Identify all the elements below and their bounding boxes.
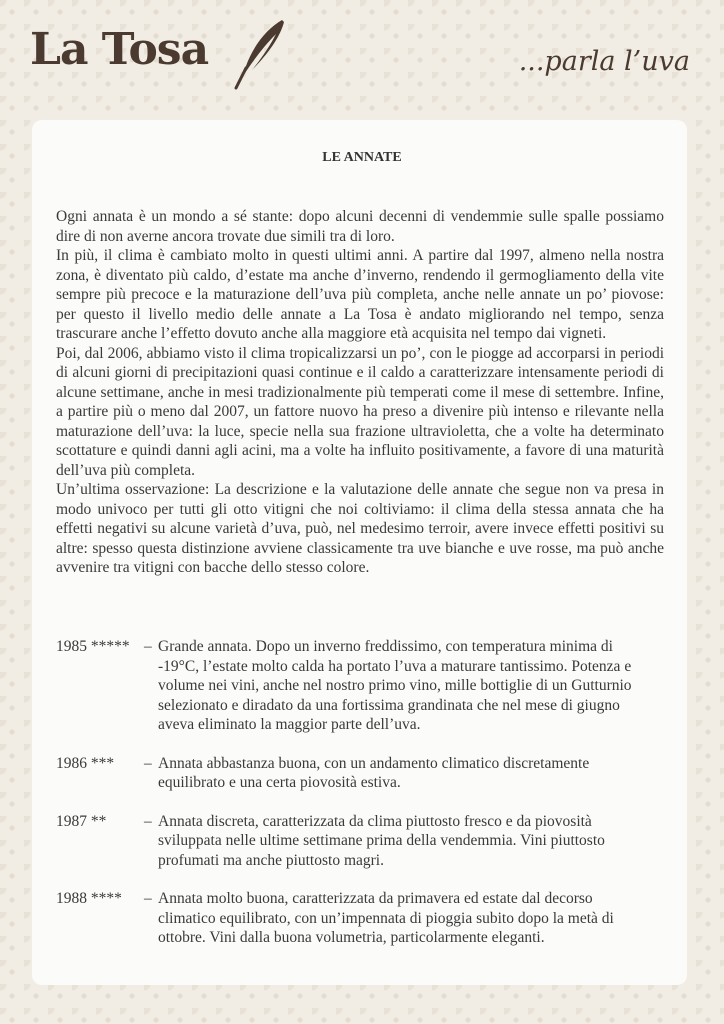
vintage-description: Annata discreta, caratterizzata da clima piuttosto fresco e da piovosità sviluppata nelle ultime settimane prima della vendemmia. Vini piuttosto profumati ma anche piuttosto magri. [158,812,605,869]
vintage-entry [56,637,656,735]
vintage-description: Annata abbastanza buona, con un andamento climatico discretamente equilibrato e una certa piovosità estiva. [158,754,590,791]
logo-text: La Tosa [30,24,209,75]
vintage-entry [56,812,656,871]
intro-paragraph: Ogni annata è un mondo a sé stante: dopo alcuni decenni di vendemmie sulle spalle possiamo dire di non averne ancora trovate due simili tra di loro. [56,208,664,245]
vintage-year-rating: 1988 **** [56,890,122,907]
intro-text [56,207,664,578]
tagline: ...parla l’uva [518,46,690,77]
vintage-dash: – [144,638,152,655]
vintage-description: Grande annata. Dopo un inverno freddissimo, con temperatura minima di -19°C, l’estate molto calda ha portato l’uva a maturare tantissimo. Potenza e volume nei vini, anche nel nostro primo vino, mille bottiglie di un Gutturnio selezionato e diradato da una fortissima grandinata che nel mese di giugno aveva eliminato la maggior parte dell’uva. [158,638,632,733]
vintage-description: Annata molto buona, caratterizzata da primavera ed estate dal decorso climatico equilibrato, con un’impennata di pioggia subito dopo la metà di ottobre. Vini dalla buona volumetria, particolarmente eleganti. [158,890,614,946]
intro-paragraph: In più, il clima è cambiato molto in questi ultimi anni. A partire dal 1997, almeno nella nostra zona, è diventato più caldo, d’estate ma anche d’inverno, rendendo il germogliamento della vite sempre più precoce e la maturazione dell’uva più completa, anche nelle annate un po’ piovose: per questo il livello medio delle annate a La Tosa è andato migliorando nel tempo, senza trascurare anche l’effetto dovuto anche alla maggiore età acquisita nel tempo dai vigneti. [56,247,664,342]
vintage-entry [56,754,656,793]
vintage-year-rating: 1987 ** [56,812,107,830]
page-header [0,0,724,115]
vintage-dash: – [144,890,152,907]
vintage-year-rating: 1986 *** [56,754,115,772]
intro-paragraph: Un’ultima osservazione: La descrizione e la valutazione delle annate che segue non va presa in modo univoco per tutti gli otto vitigni che noi coltiviamo: il clima della stessa annata che ha effetti negativi su alcune varietà d’uva, può, nel medesimo terroir, avere invece effetti positivi su altre: spesso questa distinzione avviene classicamente tra uve bianche e uve rosse, ma può anche avvenire tra vitigni con bacche dello stesso colore. [56,481,664,576]
vintage-entry [56,889,656,948]
vintage-dash: – [144,812,152,830]
vintage-year-rating: 1985 ***** [56,638,130,655]
quill-icon [224,18,294,90]
page-title: LE ANNATE [322,150,402,165]
intro-paragraph: Poi, dal 2006, abbiamo visto il clima tropicalizzarsi un po’, con le piogge ad accorparsi in periodi di alcuni giorni di precipitazioni quasi continue e il caldo a caratterizzare intensamente periodi di alcune settimane, anche in mesi tradizionalmente più temperati come il mese di settembre. Infine, a partire più o meno dal 2007, un fattore nuovo ha preso a divenire più intenso e rilevante nella maturazione dell’uva: la luce, specie nella sua frazione ultravioletta, che a volte ha determinato scottature e quindi danni agli acini, ma a volte ha influito positivamente, a favore di una maturità dell’uva più completa. [56,344,664,479]
vintage-dash: – [144,754,152,772]
vintage-list [56,637,656,948]
